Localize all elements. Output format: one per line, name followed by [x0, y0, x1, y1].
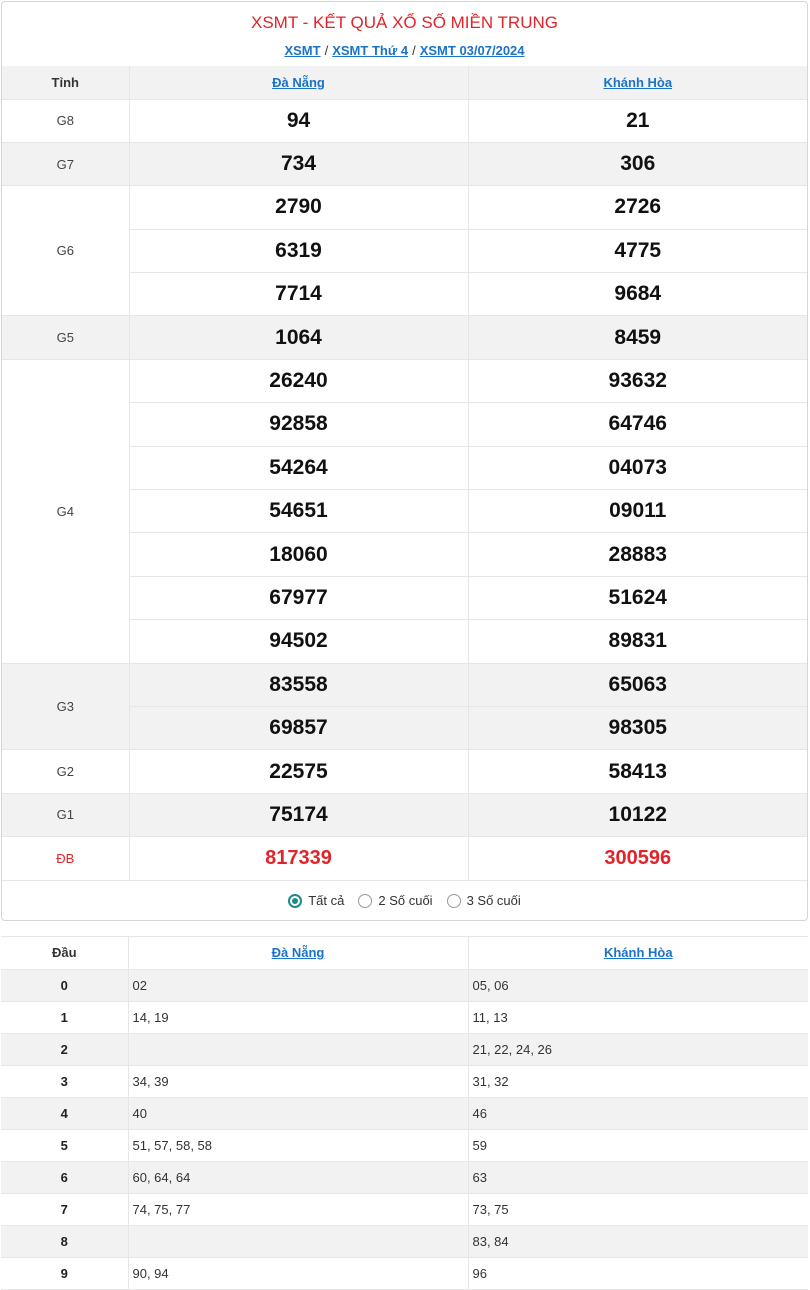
- number-khanh-hoa: 65063: [468, 663, 807, 706]
- dau-values-khanh-hoa: 59: [468, 1129, 808, 1161]
- number-da-nang: 83558: [129, 663, 468, 706]
- digit-filter: [2, 881, 807, 921]
- dau-values-khanh-hoa: 31, 32: [468, 1065, 808, 1097]
- prize-label: G5: [2, 316, 129, 359]
- dau-values-khanh-hoa: 73, 75: [468, 1194, 808, 1226]
- number-khanh-hoa: 58413: [468, 750, 807, 793]
- number-da-nang: 67977: [129, 576, 468, 619]
- column-header-da-nang[interactable]: Đà Nẵng: [129, 66, 468, 99]
- dau-values-da-nang: 34, 39: [128, 1065, 468, 1097]
- dau-digit: 4: [1, 1097, 128, 1129]
- filter-option-3-digits[interactable]: [447, 893, 521, 908]
- number-da-nang: 69857: [129, 706, 468, 749]
- page-title: XSMT - KẾT QUẢ XỔ SỐ MIỀN TRUNG: [251, 13, 558, 32]
- number-khanh-hoa: 93632: [468, 359, 807, 402]
- dau-values-da-nang: 02: [128, 969, 468, 1001]
- prize-row: [2, 750, 807, 793]
- radio-icon[interactable]: [447, 894, 461, 908]
- prize-label: G6: [2, 186, 129, 316]
- dau-row: [1, 969, 808, 1001]
- number-khanh-hoa: 64746: [468, 403, 807, 446]
- dau-row: [1, 1129, 808, 1161]
- dau-digit: 7: [1, 1194, 128, 1226]
- dau-values-da-nang: [128, 1226, 468, 1258]
- dau-values-khanh-hoa: 11, 13: [468, 1001, 808, 1033]
- dau-values-khanh-hoa: 05, 06: [468, 969, 808, 1001]
- dau-digit: 8: [1, 1226, 128, 1258]
- dau-row: [1, 1194, 808, 1226]
- number-khanh-hoa: 300596: [468, 837, 807, 880]
- dau-values-da-nang: 40: [128, 1097, 468, 1129]
- prize-row: [2, 99, 807, 142]
- prize-row: [2, 837, 807, 880]
- breadcrumb: [2, 40, 807, 66]
- dau-values-khanh-hoa: 21, 22, 24, 26: [468, 1033, 808, 1065]
- prize-row: [2, 316, 807, 359]
- breadcrumb-xsmt[interactable]: XSMT: [284, 43, 321, 58]
- number-khanh-hoa: 89831: [468, 620, 807, 663]
- dau-row: [1, 1065, 808, 1097]
- column-header-dau: Đầu: [1, 937, 128, 969]
- dau-row: [1, 1033, 808, 1065]
- breadcrumb-separator: /: [412, 43, 416, 58]
- dau-row: [1, 1001, 808, 1033]
- number-da-nang: 94502: [129, 620, 468, 663]
- results-body: [2, 99, 807, 880]
- dau-row: [1, 1162, 808, 1194]
- results-card: [1, 1, 808, 921]
- number-khanh-hoa: 10122: [468, 793, 807, 836]
- prize-label: G8: [2, 99, 129, 142]
- dau-row: [1, 1226, 808, 1258]
- dau-row: [1, 1097, 808, 1129]
- breadcrumb-separator: /: [324, 43, 329, 58]
- prize-label: G7: [2, 142, 129, 185]
- number-khanh-hoa: 2726: [468, 186, 807, 229]
- dau-digit: 2: [1, 1033, 128, 1065]
- prize-row: [2, 663, 807, 706]
- number-da-nang: 734: [129, 142, 468, 185]
- dau-digit: 1: [1, 1001, 128, 1033]
- dau-digit: 3: [1, 1065, 128, 1097]
- dau-values-da-nang: 90, 94: [128, 1258, 468, 1290]
- prize-row: [2, 793, 807, 836]
- dau-digit: 5: [1, 1129, 128, 1161]
- number-khanh-hoa: 306: [468, 142, 807, 185]
- prize-label: G3: [2, 663, 129, 750]
- column-header-khanh-hoa[interactable]: Khánh Hòa: [468, 66, 807, 99]
- filter-label: Tất cả: [308, 893, 345, 909]
- number-da-nang: 75174: [129, 793, 468, 836]
- number-da-nang: 817339: [129, 837, 468, 880]
- filter-label: 2 Số cuối: [378, 893, 433, 909]
- number-da-nang: 7714: [129, 273, 468, 316]
- dau-values-khanh-hoa: 46: [468, 1097, 808, 1129]
- number-khanh-hoa: 21: [468, 99, 807, 142]
- column-header-tinh: Tỉnh: [2, 66, 129, 99]
- number-khanh-hoa: 04073: [468, 446, 807, 489]
- prize-label: ĐB: [2, 837, 129, 880]
- number-khanh-hoa: 98305: [468, 706, 807, 749]
- number-da-nang: 92858: [129, 403, 468, 446]
- prize-row: [2, 186, 807, 229]
- filter-label: 3 Số cuối: [466, 893, 521, 909]
- dau-values-da-nang: 14, 19: [128, 1001, 468, 1033]
- number-da-nang: 54264: [129, 446, 468, 489]
- number-khanh-hoa: 28883: [468, 533, 807, 576]
- dau-digit: 6: [1, 1162, 128, 1194]
- column-header-da-nang[interactable]: Đà Nẵng: [128, 937, 468, 969]
- number-khanh-hoa: 4775: [468, 229, 807, 272]
- number-da-nang: 18060: [129, 533, 468, 576]
- prize-row: [2, 359, 807, 402]
- dau-values-khanh-hoa: 63: [468, 1162, 808, 1194]
- dau-digit: 0: [1, 969, 128, 1001]
- dau-values-da-nang: 60, 64, 64: [128, 1162, 468, 1194]
- dau-digit: 9: [1, 1258, 128, 1290]
- prize-label: G4: [2, 359, 129, 663]
- prize-label: G1: [2, 793, 129, 836]
- number-khanh-hoa: 51624: [468, 576, 807, 619]
- number-da-nang: 2790: [129, 186, 468, 229]
- dau-row: [1, 1258, 808, 1290]
- breadcrumb-xsmt-date[interactable]: XSMT 03/07/2024: [419, 43, 525, 58]
- number-khanh-hoa: 8459: [468, 316, 807, 359]
- prize-label: G2: [2, 750, 129, 793]
- number-da-nang: 1064: [129, 316, 468, 359]
- dau-values-khanh-hoa: 83, 84: [468, 1226, 808, 1258]
- prize-row: [2, 142, 807, 185]
- number-da-nang: 94: [129, 99, 468, 142]
- results-header-row: [2, 66, 807, 99]
- dau-values-khanh-hoa: 96: [468, 1258, 808, 1290]
- number-da-nang: 6319: [129, 229, 468, 272]
- radio-selected-icon[interactable]: [288, 894, 302, 908]
- filter-option-all[interactable]: [288, 893, 344, 908]
- number-khanh-hoa: 09011: [468, 490, 807, 533]
- number-khanh-hoa: 9684: [468, 273, 807, 316]
- dau-header-row: [1, 937, 808, 969]
- dau-values-da-nang: 74, 75, 77: [128, 1194, 468, 1226]
- number-da-nang: 26240: [129, 359, 468, 402]
- number-da-nang: 22575: [129, 750, 468, 793]
- results-table: [2, 66, 807, 881]
- dau-table: [1, 937, 808, 1290]
- breadcrumb-xsmt-thu4[interactable]: XSMT Thứ 4: [332, 43, 409, 58]
- column-header-khanh-hoa[interactable]: Khánh Hòa: [468, 937, 808, 969]
- filter-option-2-digits[interactable]: [358, 893, 432, 908]
- radio-icon[interactable]: [358, 894, 372, 908]
- dau-values-da-nang: [128, 1033, 468, 1065]
- number-da-nang: 54651: [129, 490, 468, 533]
- dau-card: [1, 936, 808, 1290]
- dau-values-da-nang: 51, 57, 58, 58: [128, 1129, 468, 1161]
- dau-body: [1, 969, 808, 1290]
